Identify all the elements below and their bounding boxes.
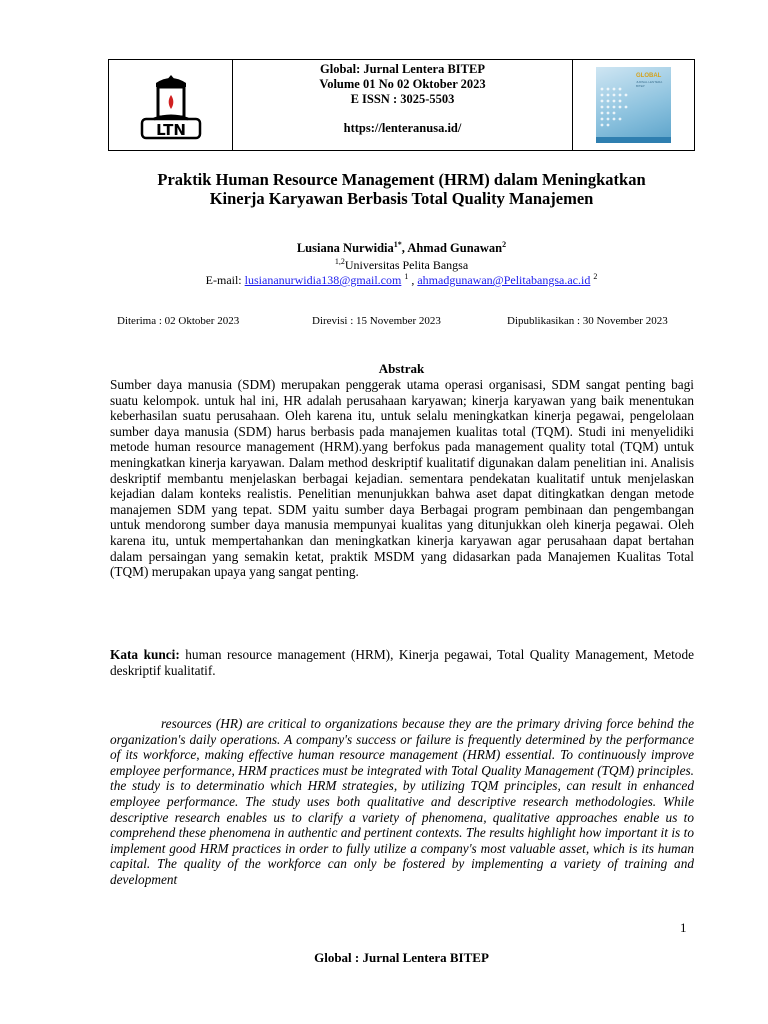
email-label: E-mail: [205, 273, 245, 287]
paper-title-line2: Kinerja Karyawan Berbasis Total Quality Manajemen [209, 189, 594, 208]
ltn-logo-icon [136, 69, 206, 141]
email-line [108, 272, 695, 288]
cover-subtitle: JURNAL LENTERA BITEP [636, 80, 663, 88]
journal-volume: Volume 01 No 02 Oktober 2023 [319, 77, 486, 91]
date-received: Diterima : 02 Oktober 2023 [117, 315, 240, 327]
abstract-body: Sumber daya manusia (SDM) merupakan penggerak utama operasi organisasi, SDM sangat penting bagi suatu kelompok. untuk hal ini, HR adalah perusahaan karyawan; kinerja karyawan yang baik menentukan keberhasilan suatu perusahaan. Oleh karena itu, untuk selalu meningkatkan kinerja pegawai, pengelolaan sumber daya manusia (SDM) harus berbasis pada manajemen kualitas total (TQM). Studi ini menyelidiki metode human resource management (HRM).yang berfokus pada management quality total (TQM) untuk meningkatkan kinerja karyawan. Dalam method deskriptif kualitatif digunakan dalam penelitian ini. Analisis deskriptif membantu menjelaskan berbagai kejadian. sementara pendekatan kualitatif untuk menjelaskan kejadian dalam konteks realistis. Penelitian menunjukkan bahwa aset dapat ditingkatkan dengan metode manajemen SDM yang tepat. SDM yaitu sumber daya Berbagai program pembinaan dan pengembangan untuk mendorong sumber daya manusia mempunyai kualitas yang ditunjukkan oleh kinerja pegawai. Oleh karena itu, untuk mempertahankan dan meningkatkan kinerja karyawan agar perusahaan dapat bertahan dalam persaingan yang semakin ketat, praktik MSDM yang didasarkan pada Manajemen Kualitas Total (TQM) merupakan upaya yang sangat penting. [110, 377, 694, 580]
paper-title-line1: Praktik Human Resource Management (HRM) dalam Meningkatkan [157, 170, 646, 189]
email-separator: , [408, 273, 418, 287]
cover-title: GLOBAL [636, 73, 662, 79]
english-abstract-text: resources (HR) are critical to organizations because they are the primary driving force behind the organization's daily operations. A company's success or failure is frequently determined by the performance of its workforce, making effective human resource management (HRM) essential. To continuously improve employee performance, HRM practices must be integrated with Total Quality Management (TQM) principles. the study is to determinatio which HRM strategies, by utilizing TQM principles, can result in enhanced employee performance. The study uses both qualitative and descriptive research methodologies. While descriptive research enables us to clarify a variety of phenomena, qualitative approaches enable us to comprehend these phenomena in authentic and pertinent contexts. The results highlight how important it is to implement good HRM practices in order to fully utilize a company's most valuable asset, which is its human capital. The quality of the workforce can only be fostered by implementing a variety of training and development [110, 716, 694, 887]
cover-band [596, 137, 671, 143]
publisher-logo-cell [109, 60, 233, 150]
journal-name: Global: Jurnal Lentera BITEP [320, 62, 485, 76]
journal-info-cell [233, 60, 573, 150]
journal-cover-cell [573, 60, 694, 150]
abstract-heading: Abstrak [378, 361, 425, 376]
email-link-1[interactable]: lusiananurwidia138@gmail.com [244, 273, 402, 287]
affiliation [108, 257, 695, 273]
author-1-sup: 1* [393, 240, 402, 249]
author-1: Lusiana Nurwidia [296, 241, 394, 256]
email-link-2[interactable]: ahmadgunawan@Pelitabangsa.ac.id [417, 273, 591, 287]
date-revised: Direvisi : 15 November 2023 [312, 315, 441, 327]
english-abstract [110, 716, 694, 888]
author-2-sup: 2 [502, 240, 507, 249]
author-separator: , [401, 241, 408, 256]
journal-cover-image [596, 67, 671, 143]
journal-issn: E ISSN : 3025-5503 [350, 92, 455, 106]
email-2-sup: 2 [593, 272, 598, 281]
keywords [110, 647, 694, 678]
email-1-sup: 1 [404, 272, 409, 281]
paper-title [108, 170, 695, 208]
author-list [108, 240, 695, 256]
page-footer: Global : Jurnal Lentera BITEP [314, 950, 489, 965]
logo-text: LTN [155, 121, 186, 139]
affiliation-sup: 1,2 [334, 257, 345, 266]
author-2: Ahmad Gunawan [407, 241, 503, 256]
keywords-label: Kata kunci: [110, 647, 180, 662]
journal-url[interactable]: https://lenteranusa.id/ [343, 121, 462, 135]
keywords-text: human resource management (HRM), Kinerja pegawai, Total Quality Management, Metode deskriptif kualitatif. [110, 647, 694, 678]
page-number: 1 [680, 920, 687, 935]
cover-pattern-icon [598, 85, 638, 135]
journal-header-table [108, 59, 695, 151]
affiliation-name: Universitas Pelita Bangsa [344, 258, 469, 272]
date-published: Dipublikasikan : 30 November 2023 [507, 315, 668, 327]
